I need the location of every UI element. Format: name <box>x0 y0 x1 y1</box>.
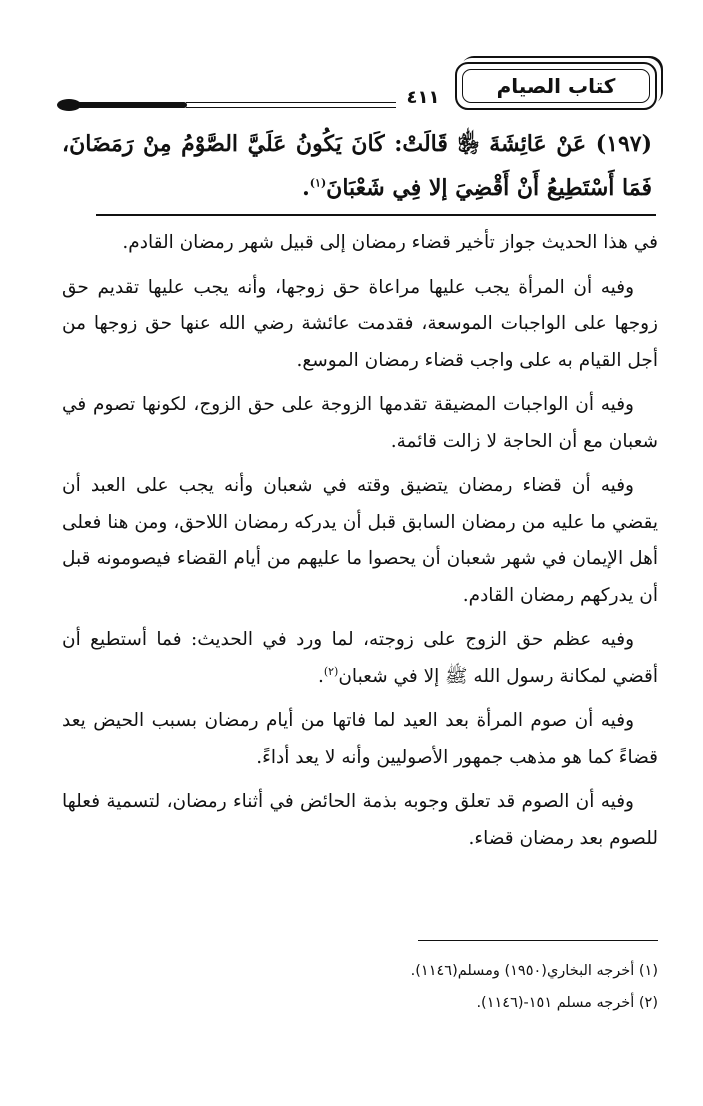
footnote-2 <box>180 987 658 1019</box>
header-ornament <box>57 99 187 111</box>
footnote-2-text: أخرجه مسلم ١٥١-(١١٤٦). <box>476 995 635 1011</box>
footnote-ref-2[interactable]: (٢) <box>323 664 339 678</box>
paragraph-6: وفيه أن صوم المرأة بعد العيد لما فاتها من أيام رمضان بسبب الحيض يعد قضاءً كما هو مذهب جمهور الأصوليين وأنه لا يعد أداءً. <box>62 710 658 768</box>
paragraph-4: وفيه أن قضاء رمضان يتضيق وقته في شعبان وأنه يجب على العبد أن يقضي ما عليه من رمضان السابق قبل أن يدركه رمضان اللاحق، ومن هنا فعلى أهل الإيمان في شهر شعبان أن يحصوا ما عليهم من أيام القضاء فيصومونه قبل أن يدركهم رمضان القادم. <box>62 475 658 606</box>
paragraph-5-end: . <box>317 665 324 687</box>
hadith-end: . <box>302 175 310 201</box>
footnote-ref-1[interactable]: (١) <box>309 176 327 190</box>
commentary-body <box>62 225 658 865</box>
paragraph-3: وفيه أن الواجبات المضيقة تقدمها الزوجة على حق الزوج، لكونها تصوم في شعبان مع أن الحاجة لا زالت قائمة. <box>62 394 658 452</box>
paragraph-5-text: وفيه عظم حق الزوج على زوجته، لما ورد في الحديث: فما أستطيع أن أقضي لمكانة رسول الله ﷺ إلا في شعبان <box>62 629 658 687</box>
running-header-box <box>455 62 657 110</box>
paragraph-2: وفيه أن المرأة يجب عليها مراعاة حق زوجها، وأنه يجب عليها تقديم حق زوجها على الواجبات الموسعة، فقدمت عائشة رضي الله عنها حق زوجها من أجل القيام به على واجب قضاء رمضان الموسع. <box>62 276 658 371</box>
paragraph-7: وفيه أن الصوم قد تعلق وجوبه بذمة الحائض في أثناء رمضان، لتسمية فعلها للصوم بعد رمضان قضاء. <box>62 791 658 849</box>
footnote-1-number: (١) <box>638 963 658 979</box>
hadith-text-block <box>62 122 652 210</box>
ornament-bar <box>77 102 187 108</box>
footnote-2-number: (٢) <box>638 995 658 1011</box>
footnote-1 <box>180 955 658 987</box>
paragraph-5 <box>62 622 658 695</box>
paragraph-1: في هذا الحديث جواز تأخير قضاء رمضان إلى قبيل شهر رمضان القادم. <box>122 232 658 253</box>
hadith-text: عَنْ عَائِشَةَ ﵂ قَالَتْ: كَانَ يَكُونُ عَلَيَّ الصَّوْمُ مِنْ رَمَضَانَ، فَمَا أَسْتَطِيعُ أَنْ أَقْضِيَ إلا فِي شَعْبَانَ <box>62 131 652 201</box>
book-title: كتاب الصيام <box>462 69 650 103</box>
header-double-rule <box>186 102 396 108</box>
ornament-dot <box>57 99 81 111</box>
hadith-separator-rule <box>96 214 656 216</box>
hadith-number: (١٩٧) <box>595 131 652 157</box>
footnote-separator <box>418 940 658 941</box>
footnote-1-text: أخرجه البخاري(١٩٥٠) ومسلم(١١٤٦). <box>410 963 635 979</box>
page-number: ٤١١ <box>406 87 440 108</box>
footnotes <box>180 955 658 1019</box>
